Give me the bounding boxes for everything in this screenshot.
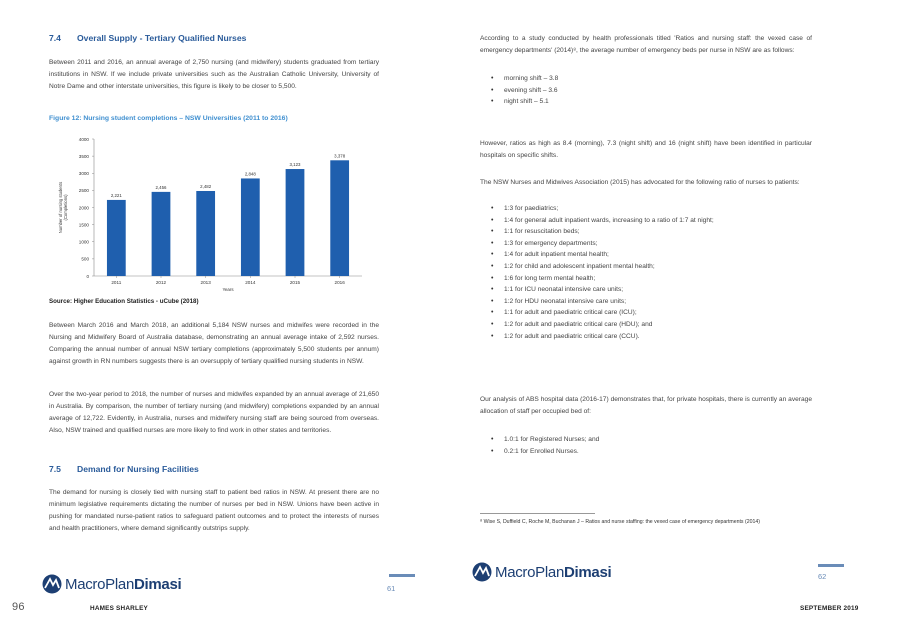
paragraph-nmba: Between March 2016 and March 2018, an additional 5,184 NSW nurses and midwifes were recorded in the Nursing and Midwifery Board of Australia database, demonstrating an annual average intake of 2,592 nurses. Comparing the annual number of annual NSW tertiary completions (approximately 5,500 students per annum) against growth in RN numbers suggests there is an oversupply of tertiary qualified nursing students in NSW. bbox=[49, 322, 379, 365]
list-item: • 1:6 for long term mental health; bbox=[480, 273, 820, 285]
y-tick-label: 2500 bbox=[78, 188, 89, 194]
page-number-62: 62 bbox=[818, 572, 827, 581]
list-item: • 1:1 for ICU neonatal intensive care units; bbox=[480, 284, 820, 296]
y-tick-label: 4000 bbox=[78, 136, 89, 142]
x-axis-label: Years bbox=[222, 287, 234, 292]
x-tick-label: 2013 bbox=[200, 280, 211, 285]
footer-author: HAMES SHARLEY bbox=[90, 605, 148, 612]
list-item: • 1:4 for general adult inpatient wards, increasing to a ratio of 1:7 at night; bbox=[480, 215, 820, 227]
page-number-bar bbox=[389, 574, 415, 577]
paragraph-ratios-high: However, ratios as high as 8.4 (morning), 7.3 (night shift) and 16 (night shift) have been identified in particular hospitals on specific shifts. bbox=[480, 140, 812, 159]
paragraph-demand: The demand for nursing is closely tied with nursing staff to patient bed ratios in NSW. At present there are no minimum legislative requirements dictating the number of nurses per bed in NSW. Unions have been active in pushing for mandated nurse-patient ratios to safeguard patient outcomes and to protect the interests of nurses and health practitioners, where demand significantly outstrips supply. bbox=[49, 489, 379, 532]
figure-source: Source: Higher Education Statistics - uCube (2018) bbox=[49, 298, 199, 305]
x-tick-label: 2012 bbox=[155, 280, 167, 285]
y-tick-label: 500 bbox=[81, 256, 89, 262]
x-tick-label: 2014 bbox=[245, 280, 256, 285]
data-label: 2,848 bbox=[244, 171, 256, 177]
y-tick-label: 1500 bbox=[78, 222, 89, 228]
list-item: • 1:1 for resuscitation beds; bbox=[480, 226, 820, 238]
list-item: • 1.0:1 for Registered Nurses; and bbox=[480, 434, 810, 446]
y-tick-label: 3000 bbox=[78, 171, 89, 177]
list-item: • evening shift – 3.6 bbox=[480, 85, 810, 97]
list-item: • 1:2 for adult and paediatric critical care (CCU). bbox=[480, 331, 820, 343]
footnote: ⁸ Wise S, Duffield C, Roche M, Buchanan J – Ratios and nurse staffing: the vexed case of emergency departments (2014) bbox=[480, 519, 760, 525]
list-item: • morning shift – 3.8 bbox=[480, 73, 810, 85]
list-item: • 1:3 for paediatrics; bbox=[480, 203, 820, 215]
page-number-61: 61 bbox=[387, 584, 396, 593]
y-axis-label: Number of nursing students(Completions) bbox=[58, 181, 68, 234]
list-item: • 0.2:1 for Enrolled Nurses. bbox=[480, 446, 810, 458]
data-label: 2,221 bbox=[110, 192, 122, 198]
list-item: • 1:4 for adult inpatient mental health; bbox=[480, 249, 820, 261]
macroplan-logo-left: MacroPlanDimasi bbox=[42, 574, 181, 594]
nurse-ratio-list bbox=[480, 203, 820, 342]
x-tick-label: 2011 bbox=[111, 280, 122, 285]
data-label: 3,123 bbox=[289, 162, 301, 168]
list-item: • night shift – 5.1 bbox=[480, 96, 810, 108]
left-page bbox=[0, 0, 448, 634]
staff-allocation-list bbox=[480, 434, 810, 457]
footnote-divider bbox=[480, 513, 595, 514]
paragraph-two-year: Over the two-year period to 2018, the number of nurses and midwifes expanded by an annual average of 21,650 in Australia. By comparison, the number of tertiary nursing (and midwifery) completions expanded by an annual average of 12,722. Evidently, in Australia, nurses and midwifery nursing staff are being sourced from overseas. Also, NSW trained and qualified nurses are more likely to find work in other states and territories. bbox=[49, 391, 379, 434]
list-item: • 1:2 for adult and paediatric critical care (HDU); and bbox=[480, 319, 820, 331]
paragraph-association: The NSW Nurses and Midwives Association (2015) has advocated for the following ratio of nurses to patients: bbox=[480, 179, 800, 186]
heading-7-4: 7.4 Overall Supply - Tertiary Qualified Nurses bbox=[49, 33, 247, 43]
y-tick-label: 1000 bbox=[78, 239, 89, 245]
data-label: 2,456 bbox=[155, 184, 167, 190]
bar-2014 bbox=[241, 178, 260, 276]
paragraph-study: According to a study conducted by health professionals titled 'Ratios and nursing staff: the vexed case of emergency departments' (2014)⁸, the average number of emergency beds per nurse in NSW are as follows: bbox=[480, 35, 812, 54]
shift-ratio-list bbox=[480, 73, 810, 108]
macroplan-logo-icon bbox=[42, 574, 62, 594]
paragraph-abs-analysis: Our analysis of ABS hospital data (2016-17) demonstrates that, for private hospitals, there is currently an average allocation of staff per occupied bed of: bbox=[480, 396, 812, 415]
bar-2012 bbox=[152, 192, 171, 276]
y-tick-label: 0 bbox=[86, 273, 89, 279]
x-tick-label: 2016 bbox=[334, 280, 345, 285]
bar-2016 bbox=[330, 160, 349, 276]
footer-date: SEPTEMBER 2019 bbox=[800, 605, 859, 612]
list-item: • 1:2 for child and adolescent inpatient mental health; bbox=[480, 261, 820, 273]
list-item: • 1:1 for adult and paediatric critical care (ICU); bbox=[480, 307, 820, 319]
heading-7-5: 7.5 Demand for Nursing Facilities bbox=[49, 464, 199, 474]
bar-2015 bbox=[286, 169, 305, 276]
macroplan-logo-right: MacroPlanDimasi bbox=[472, 562, 611, 582]
macroplan-logo-icon bbox=[472, 562, 492, 582]
paragraph-supply: Between 2011 and 2016, an annual average of 2,750 nursing (and midwifery) students graduated from tertiary institutions in NSW. If we include private universities such as the Australian Catholic University, University of Notre Dame and other interstate universities, this figure is likely to be closer to 5,500. bbox=[49, 59, 379, 90]
bar-chart bbox=[44, 131, 369, 301]
y-tick-label: 2000 bbox=[78, 205, 89, 211]
data-label: 2,482 bbox=[200, 183, 212, 189]
right-page bbox=[448, 0, 897, 634]
list-item: • 1:2 for HDU neonatal intensive care units; bbox=[480, 296, 820, 308]
document-page-number: 96 bbox=[12, 601, 25, 613]
page-number-bar bbox=[818, 564, 844, 567]
bar-2011 bbox=[107, 200, 126, 276]
x-tick-label: 2015 bbox=[289, 280, 301, 285]
bar-2013 bbox=[196, 191, 215, 276]
list-item: • 1:3 for emergency departments; bbox=[480, 238, 820, 250]
y-tick-label: 3500 bbox=[78, 153, 89, 159]
data-label: 3,378 bbox=[334, 153, 346, 159]
figure-caption: Figure 12: Nursing student completions – NSW Universities (2011 to 2016) bbox=[49, 115, 288, 122]
